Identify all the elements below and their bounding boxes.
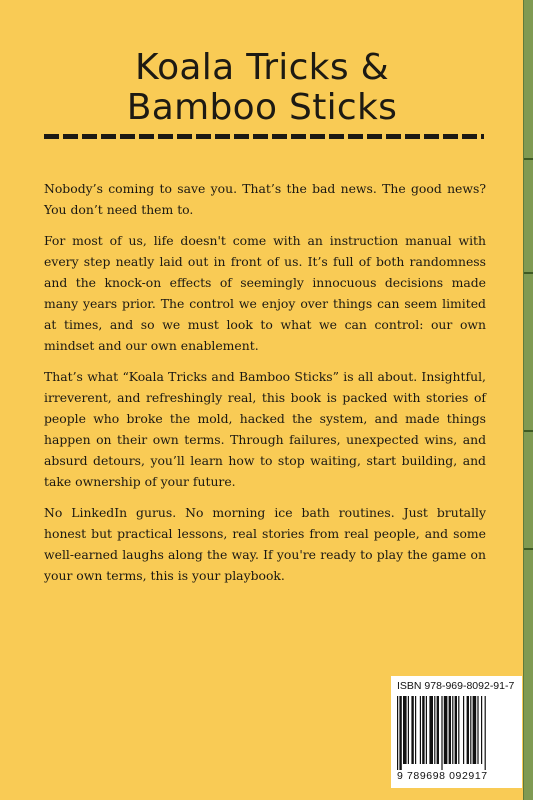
blurb-text — [44, 178, 486, 596]
title-line-2: Bamboo Sticks — [126, 87, 398, 128]
blurb-paragraph-3: That’s what “Koala Tricks and Bamboo Sticks” is all about. Insightful, irreverent, and refreshingly real, this book is packed with stories of people who broke the mold, hacked the system, and made things happen on their own terms. Through failures, unexpected wins, and absurd detours, you’ll learn how to stop waiting, start building, and take ownership of your future. — [44, 369, 486, 489]
isbn-barcode — [391, 676, 522, 788]
title-line-1: Koala Tricks & — [134, 47, 390, 88]
blurb-paragraph-1: Nobody’s coming to save you. That’s the bad news. The good news? You don’t need them to. — [44, 181, 486, 217]
blurb-paragraph-4: No LinkedIn gurus. No morning ice bath routines. Just brutally honest but practical lessons, real stories from real people, and some well-earned laughs along the way. If you're ready to play the game on your own terms, this is your playbook. — [44, 505, 486, 583]
spine-mark — [524, 158, 533, 160]
spine-mark — [524, 272, 533, 274]
barcode-bars — [397, 696, 519, 770]
barcode-digits: 9 789698 092917 — [397, 770, 488, 782]
isbn-label: ISBN 978-969-8092-91-7 — [397, 680, 515, 692]
book-title — [0, 48, 524, 128]
spine-mark — [524, 548, 533, 550]
spine-mark — [524, 430, 533, 432]
dashed-divider — [44, 133, 484, 141]
spine-edge — [523, 0, 533, 800]
blurb-paragraph-2: For most of us, life doesn't come with an instruction manual with every step neatly laid out in front of us. It’s full of both randomness and the knock-on effects of seemingly innocuous decisions made many years prior. The control we enjoy over things can seem limited at times, and so we must look to what we can control: our own mindset and our own enablement. — [44, 233, 486, 353]
